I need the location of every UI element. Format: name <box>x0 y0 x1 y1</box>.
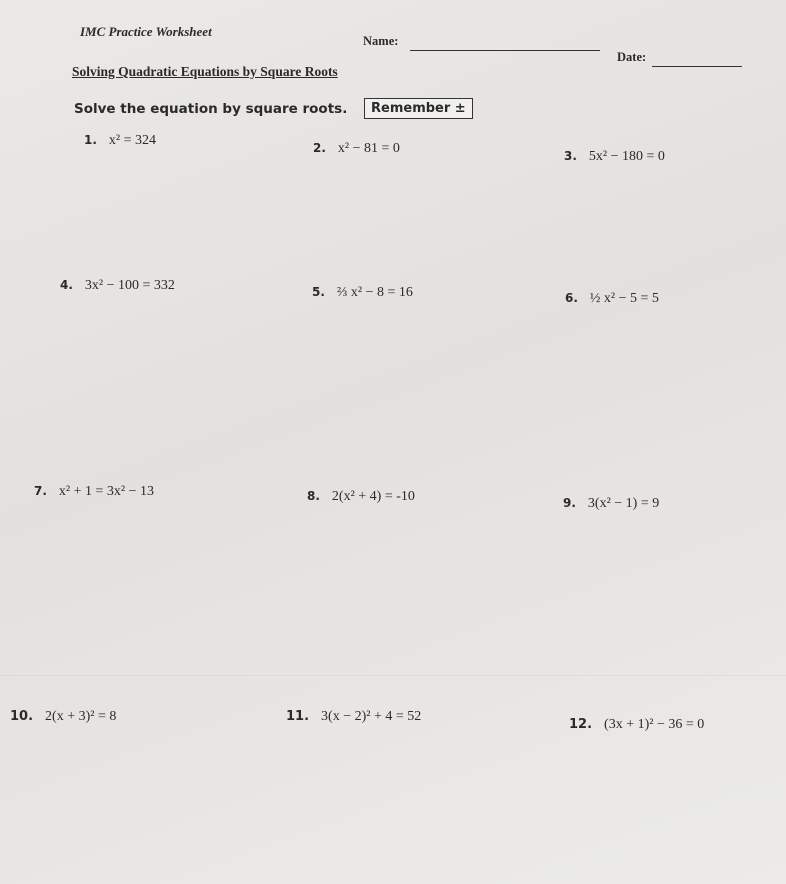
problem-9 <box>563 494 659 512</box>
worksheet-subtitle: Solving Quadratic Equations by Square Roots <box>72 64 338 79</box>
problem-10 <box>10 707 116 725</box>
name-line <box>410 50 600 51</box>
problem-number: 8. <box>307 489 320 503</box>
problem-number: 4. <box>60 278 73 292</box>
problem-7 <box>34 482 154 500</box>
problem-equation: 3(x − 2)² + 4 = 52 <box>321 709 422 724</box>
remember-box: Remember ± <box>364 98 473 119</box>
problem-number: 7. <box>34 484 47 498</box>
date-label: Date: <box>617 50 647 64</box>
problem-equation: x² − 81 = 0 <box>337 141 400 156</box>
problem-11 <box>286 707 421 725</box>
problem-1 <box>84 131 156 149</box>
problem-number: 12. <box>569 717 593 732</box>
problem-8 <box>307 487 415 505</box>
problem-number: 6. <box>565 291 578 305</box>
instructions-text: Solve the equation by square roots. <box>74 101 348 117</box>
problem-5 <box>312 283 413 301</box>
problem-number: 1. <box>84 133 97 147</box>
problem-number: 11. <box>286 709 310 724</box>
date-line <box>652 66 742 67</box>
problem-number: 5. <box>312 285 325 299</box>
problem-equation: 3x² − 100 = 332 <box>84 278 175 293</box>
problem-number: 10. <box>10 709 34 724</box>
problem-equation: x² = 324 <box>108 133 157 148</box>
name-label: Name: <box>363 34 399 48</box>
problem-number: 9. <box>563 496 576 510</box>
problem-equation: 5x² − 180 = 0 <box>588 149 665 164</box>
problem-equation: 3(x² − 1) = 9 <box>587 496 660 511</box>
problem-2 <box>313 139 400 157</box>
problem-equation: (3x + 1)² − 36 = 0 <box>604 717 705 732</box>
problem-12 <box>569 715 704 733</box>
problem-equation: ½ x² − 5 = 5 <box>589 291 659 306</box>
problem-equation: 2(x² + 4) = -10 <box>331 489 415 504</box>
problem-3 <box>564 147 665 165</box>
paper-crease <box>0 675 786 676</box>
problem-equation: 2(x + 3)² = 8 <box>45 709 117 724</box>
problem-number: 2. <box>313 141 326 155</box>
worksheet-title: IMC Practice Worksheet <box>80 24 212 39</box>
problem-4 <box>60 276 175 294</box>
problem-number: 3. <box>564 149 577 163</box>
problem-6 <box>565 289 659 307</box>
problem-equation: x² + 1 = 3x² − 13 <box>58 484 155 499</box>
problem-equation: ⅔ x² − 8 = 16 <box>336 285 413 300</box>
